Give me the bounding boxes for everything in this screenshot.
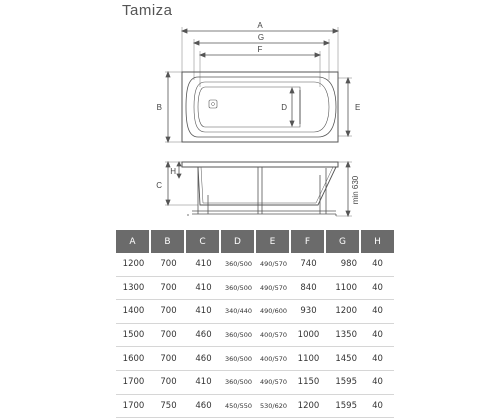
cell-b: 700 — [151, 300, 186, 324]
bathtub-body-side — [198, 167, 336, 205]
cell-h: 40 — [361, 395, 394, 418]
bathtub-outline-top — [182, 72, 338, 142]
cell-b: 700 — [151, 253, 186, 277]
col-header-c: C — [186, 230, 221, 253]
cell-e: 400/570 — [256, 347, 291, 371]
col-header-e: E — [256, 230, 291, 253]
cell-g: 1595 — [326, 395, 361, 418]
cell-b: 700 — [151, 371, 186, 395]
cell-d: 450/550 — [221, 395, 256, 418]
bathtub-basin-top — [186, 77, 336, 137]
product-title: Tamiza — [122, 2, 173, 19]
col-header-b: B — [151, 230, 186, 253]
table-row — [116, 347, 394, 371]
support-frame — [188, 167, 336, 216]
cell-a: 1700 — [116, 395, 151, 418]
cell-a: 1200 — [116, 253, 151, 277]
cell-a: 1300 — [116, 277, 151, 301]
cell-c: 460 — [186, 347, 221, 371]
cell-f: 740 — [291, 253, 326, 277]
cell-d: 340/440 — [221, 300, 256, 324]
cell-e: 490/570 — [256, 277, 291, 301]
table-header-row — [116, 230, 394, 253]
cell-d: 360/500 — [221, 371, 256, 395]
spec-table — [116, 230, 394, 418]
cell-f: 840 — [291, 277, 326, 301]
table-row — [116, 395, 394, 418]
cell-c: 410 — [186, 300, 221, 324]
cell-g: 1100 — [326, 277, 361, 301]
cell-c: 460 — [186, 395, 221, 418]
cell-h: 40 — [361, 277, 394, 301]
col-header-d: D — [221, 230, 256, 253]
label-e: E — [355, 103, 361, 112]
cell-f: 1200 — [291, 395, 326, 418]
table-row — [116, 253, 394, 277]
cell-f: 930 — [291, 300, 326, 324]
cell-e: 490/570 — [256, 371, 291, 395]
cell-h: 40 — [361, 300, 394, 324]
cell-c: 410 — [186, 253, 221, 277]
cell-h: 40 — [361, 253, 394, 277]
cell-e: 490/600 — [256, 300, 291, 324]
cell-e: 530/620 — [256, 395, 291, 418]
label-g: G — [257, 33, 265, 42]
cell-h: 40 — [361, 324, 394, 348]
cell-h: 40 — [361, 371, 394, 395]
cell-g: 1450 — [326, 347, 361, 371]
cell-g: 980 — [326, 253, 361, 277]
cell-d: 360/500 — [221, 253, 256, 277]
table-row — [116, 300, 394, 324]
cell-f: 1100 — [291, 347, 326, 371]
cell-e: 400/570 — [256, 324, 291, 348]
cell-a: 1400 — [116, 300, 151, 324]
label-f: F — [257, 45, 263, 54]
label-min-630: min 630 — [351, 175, 360, 205]
cell-b: 700 — [151, 324, 186, 348]
cell-g: 1350 — [326, 324, 361, 348]
cell-g: 1595 — [326, 371, 361, 395]
cell-d: 360/500 — [221, 347, 256, 371]
label-a: A — [257, 21, 263, 30]
cell-a: 1500 — [116, 324, 151, 348]
cell-f: 1000 — [291, 324, 326, 348]
drain-mark — [209, 100, 217, 108]
label-h: H — [170, 167, 176, 176]
table-row — [116, 371, 394, 395]
cell-g: 1200 — [326, 300, 361, 324]
label-c: C — [156, 181, 162, 190]
col-header-a: A — [116, 230, 151, 253]
cell-c: 410 — [186, 371, 221, 395]
bathtub-rim-side — [182, 162, 338, 167]
label-b: B — [156, 103, 162, 112]
table-row — [116, 324, 394, 348]
cell-a: 1700 — [116, 371, 151, 395]
col-header-g: G — [326, 230, 361, 253]
cell-d: 360/500 — [221, 324, 256, 348]
cell-c: 410 — [186, 277, 221, 301]
cell-b: 700 — [151, 277, 186, 301]
cell-f: 1150 — [291, 371, 326, 395]
table-row — [116, 277, 394, 301]
cell-e: 490/570 — [256, 253, 291, 277]
cell-b: 750 — [151, 395, 186, 418]
cell-d: 360/500 — [221, 277, 256, 301]
cell-b: 700 — [151, 347, 186, 371]
label-d: D — [281, 103, 287, 112]
col-header-h: H — [361, 230, 394, 253]
cell-a: 1600 — [116, 347, 151, 371]
cell-h: 40 — [361, 347, 394, 371]
col-header-f: F — [291, 230, 326, 253]
cell-c: 460 — [186, 324, 221, 348]
